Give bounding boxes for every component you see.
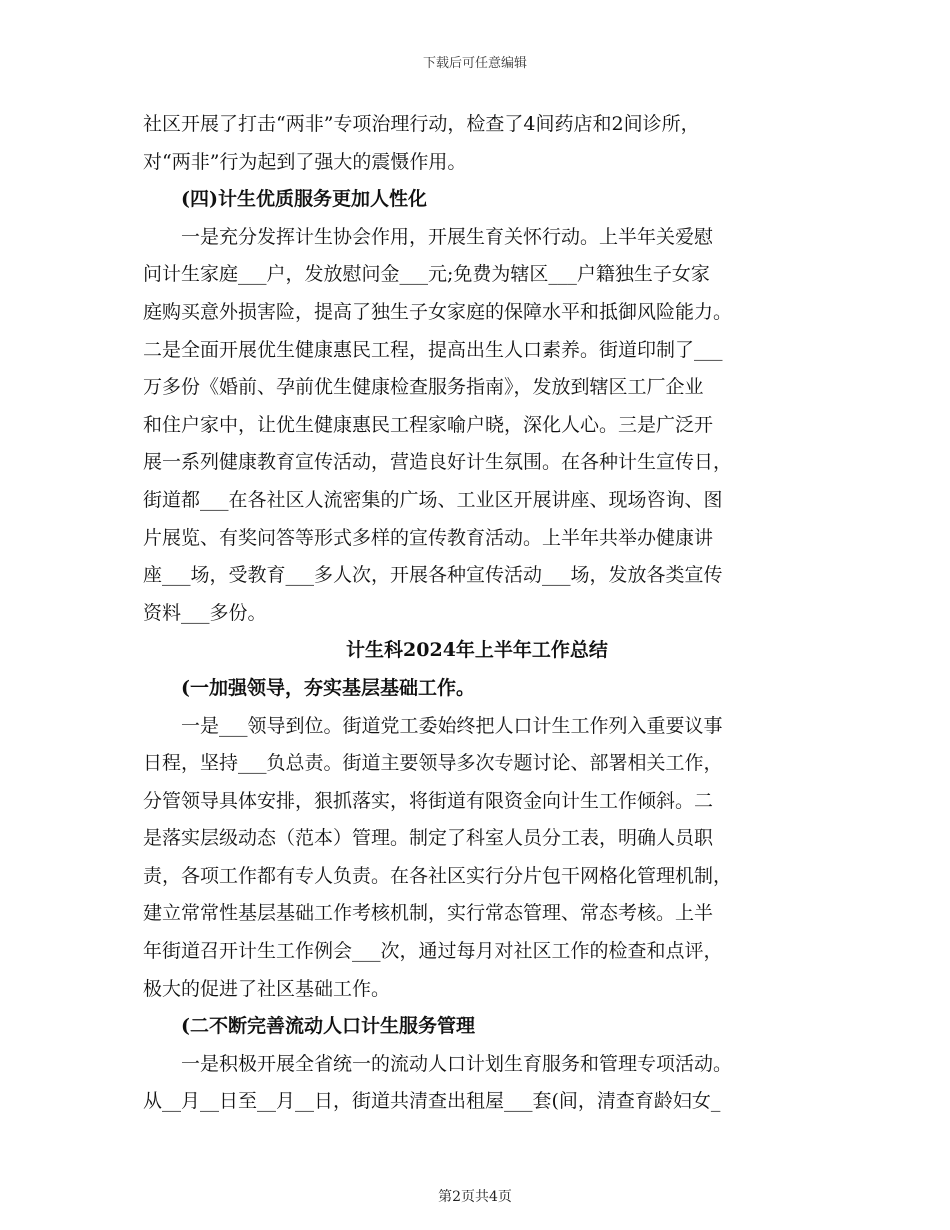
paragraph-line: 一是充分发挥计生协会作用，开展生育关怀行动。上半年关爱慰 <box>181 225 714 248</box>
paragraph-line: 对“两非”行为起到了强大的震慑作用。 <box>143 150 467 173</box>
paragraph-line: 建立常常性基层基础工作考核机制，实行常态管理、常态考核。上半 <box>143 902 714 925</box>
section-heading: (一加强领导，夯实基层基础工作。 <box>181 676 475 699</box>
section-heading: (四)计生优质服务更加人性化 <box>181 188 427 211</box>
paragraph-line: 分管领导具体安排，狠抓落实，将街道有限资金向计生工作倾斜。二 <box>143 789 714 812</box>
page-number: 第2页共4页 <box>438 1189 512 1205</box>
paragraph-line: 和住户家中，让优生健康惠民工程家喻户晓，深化人心。三是广泛开 <box>143 413 714 436</box>
paragraph-line: 庭购买意外损害险，提高了独生子女家庭的保障水平和抵御风险能力。 <box>143 300 733 323</box>
paragraph-line: 万多份《婚前、孕前优生健康检查服务指南》，发放到辖区工厂企业 <box>143 376 704 399</box>
paragraph-line: 责，各项工作都有专人负责。在各社区实行分片包干网格化管理机制， <box>143 864 733 887</box>
section-heading: (二不断完善流动人口计生服务管理 <box>181 1015 475 1038</box>
page-header: 下载后可任意编辑 <box>422 56 527 71</box>
document-body <box>143 106 811 1121</box>
paragraph-line: 片展览、有奖问答等形式多样的宣传教育活动。上半年共举办健康讲 <box>143 526 714 549</box>
section-heading: 计生科2024年上半年工作总结 <box>346 639 608 662</box>
paragraph-line: 从__月__日至__月__日，街道共清查出租屋___套(间，清查育龄妇女_ <box>143 1090 721 1113</box>
paragraph-line: 展一系列健康教育宣传活动，营造良好计生氛围。在各种计生宣传日， <box>143 451 733 474</box>
paragraph-line: 街道都___在各社区人流密集的广场、工业区开展讲座、现场咨询、图 <box>143 488 723 511</box>
paragraph-line: 是落实层级动态（范本）管理。制定了科室人员分工表，明确人员职 <box>143 827 714 850</box>
paragraph-line: 问计生家庭___户，发放慰问金___元;免费为辖区___户籍独生子女家 <box>143 263 710 286</box>
paragraph-line: 日程，坚持___负总责。街道主要领导多次专题讨论、部署相关工作， <box>143 752 723 775</box>
paragraph-line: 二是全面开展优生健康惠民工程，提高出生人口素养。街道印制了___ <box>143 338 723 361</box>
paragraph-line: 一是___领导到位。街道党工委始终把人口计生工作列入重要议事 <box>181 714 723 737</box>
paragraph-line: 座___场，受教育___多人次，开展各种宣传活动___场，发放各类宣传 <box>143 564 723 587</box>
paragraph-line: 社区开展了打击“两非”专项治理行动，检查了4间药店和2间诊所， <box>143 113 700 135</box>
paragraph-line: 资料___多份。 <box>143 601 267 624</box>
paragraph-line: 极大的促进了社区基础工作。 <box>143 977 391 1000</box>
paragraph-line: 一是积极开展全省统一的流动人口计划生育服务和管理专项活动。 <box>181 1052 733 1075</box>
paragraph-line: 年街道召开计生工作例会___次，通过每月对社区工作的检查和点评， <box>143 940 723 963</box>
